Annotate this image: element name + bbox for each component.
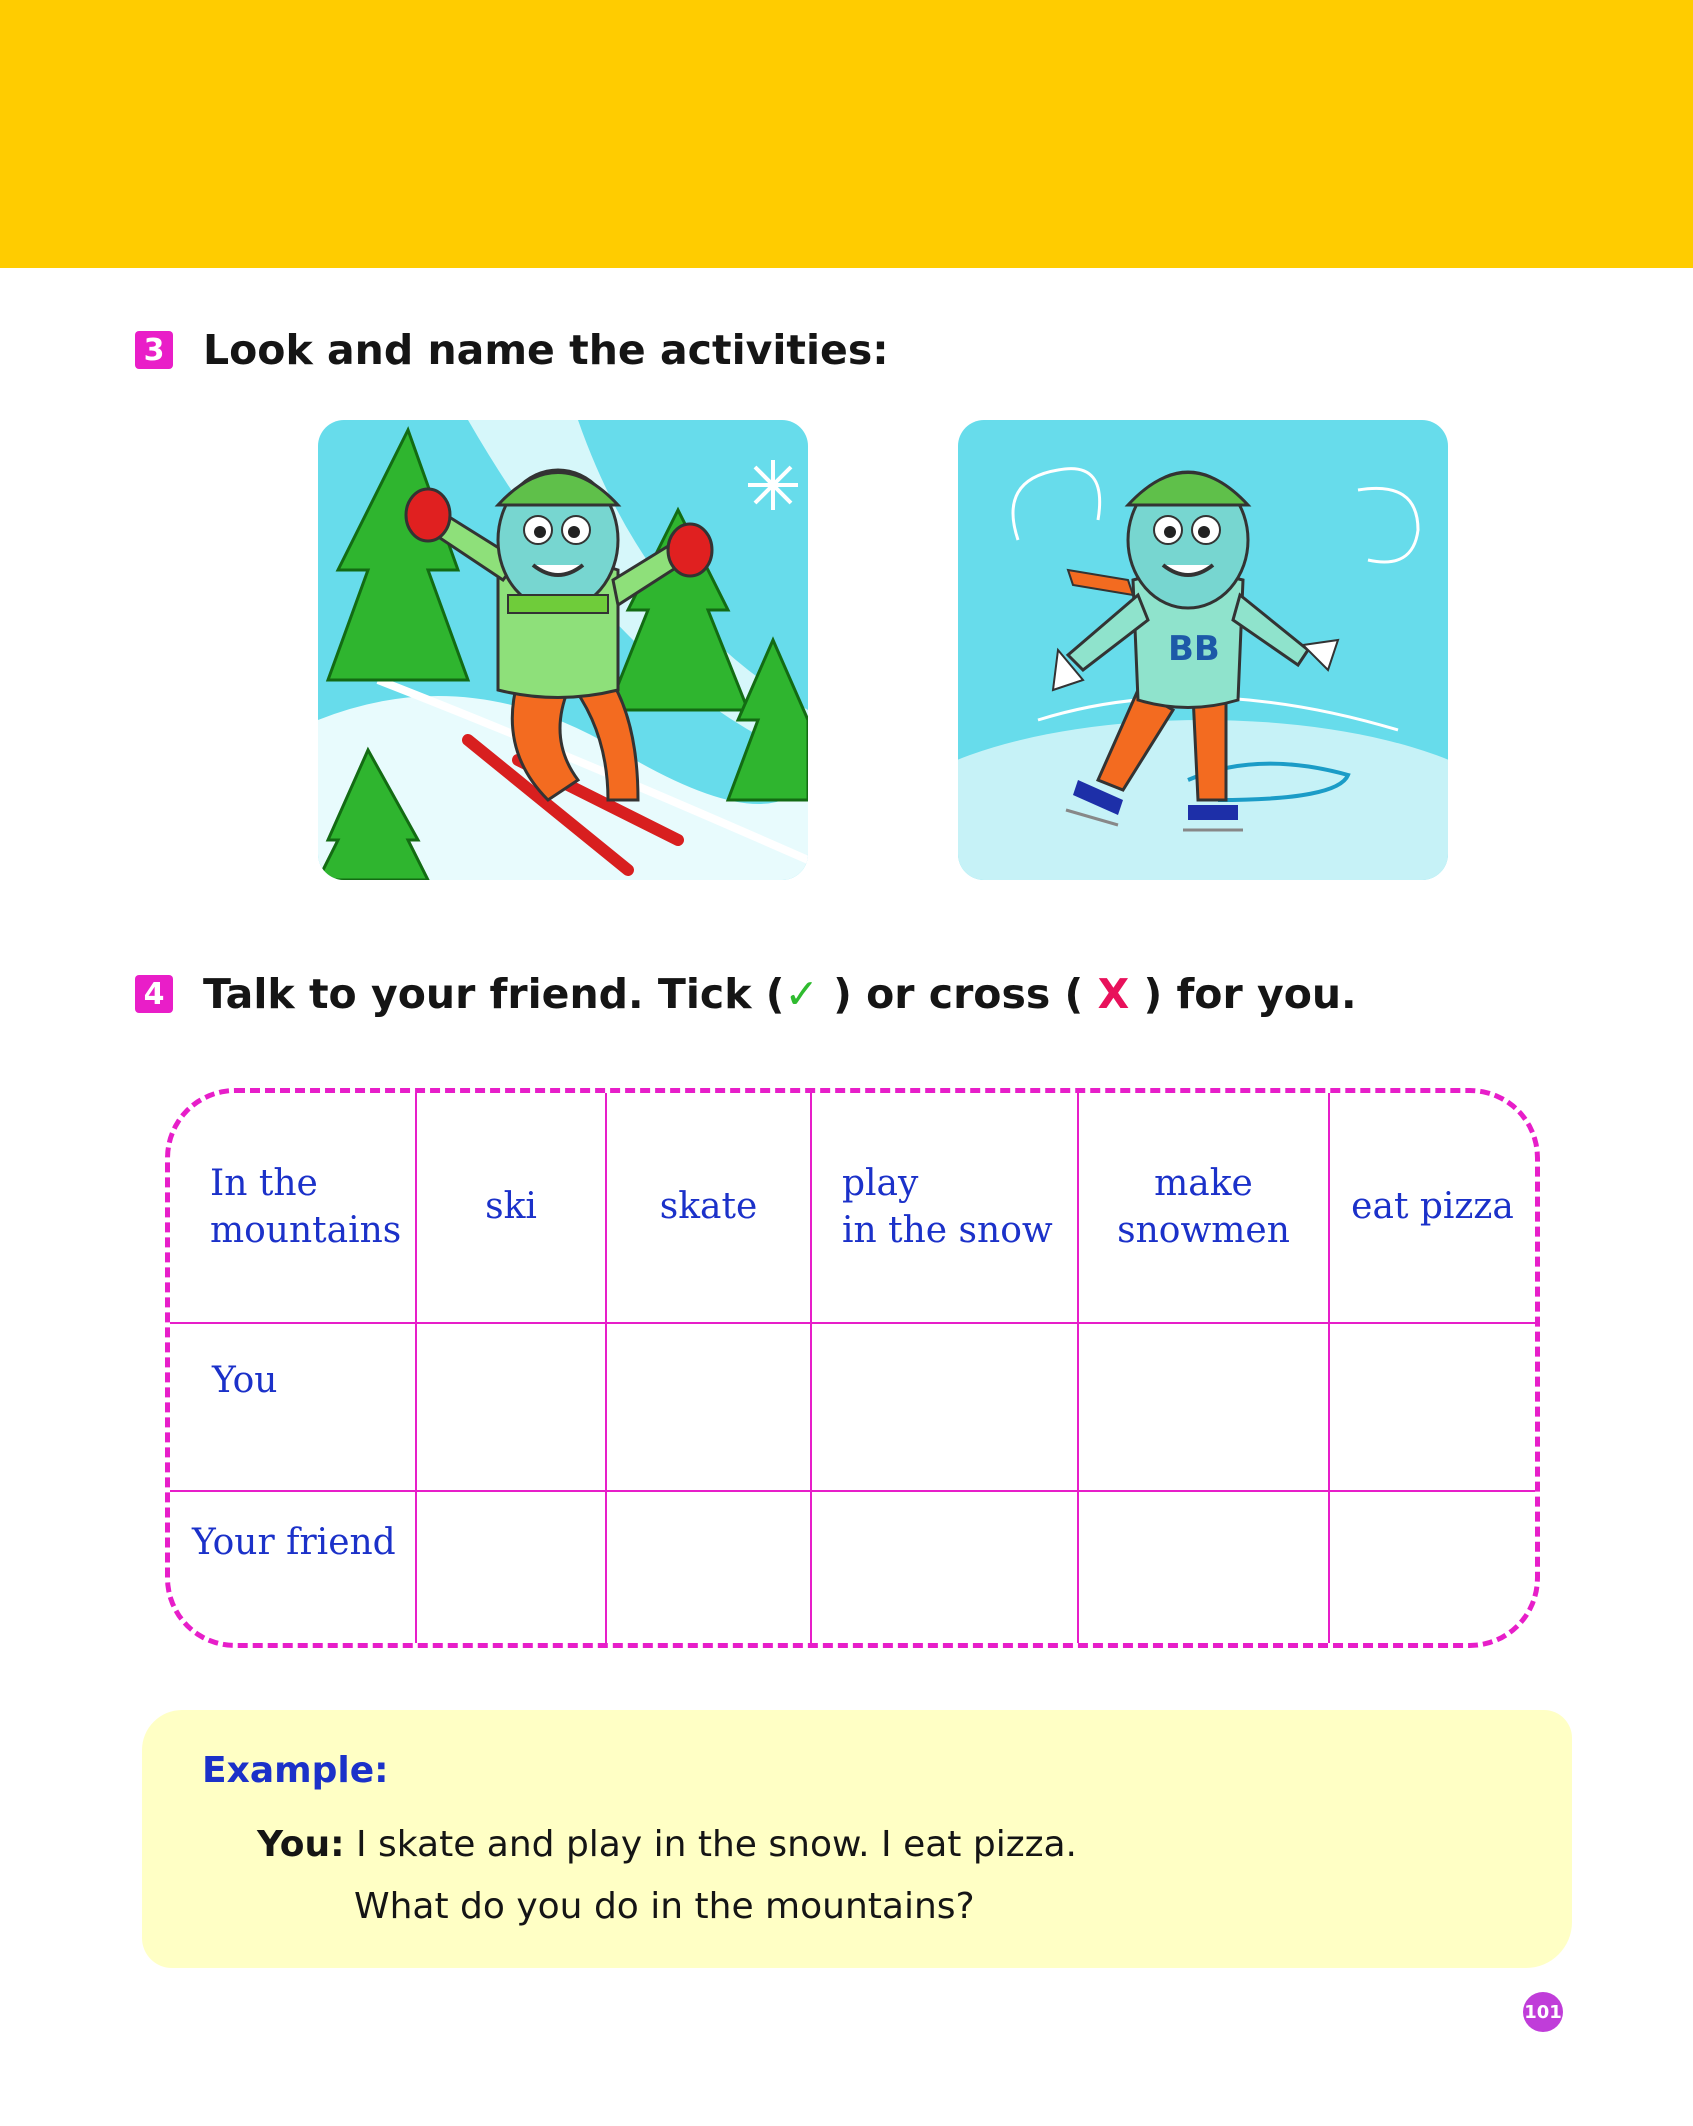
skating-illustration xyxy=(958,420,1448,880)
activity-label: play xyxy=(842,1162,919,1204)
row-label-you: You xyxy=(170,1323,416,1491)
activity-label: snowmen xyxy=(1117,1209,1290,1251)
title-part: ) or cross ( xyxy=(818,970,1098,1018)
tick-icon: ✓ xyxy=(784,970,819,1018)
example-sentence: I skate and play in the snow. I eat pizza. xyxy=(355,1824,1078,1865)
table-header-label xyxy=(170,1093,416,1323)
answer-cell[interactable] xyxy=(811,1491,1078,1643)
top-band xyxy=(0,0,1693,268)
answer-cell[interactable] xyxy=(1078,1323,1329,1491)
example-title: Example: xyxy=(202,1750,389,1791)
activity-header-ski xyxy=(416,1093,606,1323)
answer-cell[interactable] xyxy=(416,1491,606,1643)
exercise-number-badge: 4 xyxy=(135,975,173,1013)
answer-cell[interactable] xyxy=(606,1491,811,1643)
header-label-line: In the xyxy=(210,1162,318,1204)
answer-cell[interactable] xyxy=(1329,1491,1535,1643)
activity-label: make xyxy=(1154,1162,1253,1204)
answer-cell[interactable] xyxy=(1078,1491,1329,1643)
table-header-row xyxy=(170,1093,1535,1323)
row-label-your-friend: Your friend xyxy=(170,1491,416,1643)
page-number: 101 xyxy=(1523,1992,1563,2032)
title-part: ) for you. xyxy=(1129,970,1357,1018)
activity-label: ski xyxy=(485,1186,537,1228)
answer-cell[interactable] xyxy=(1329,1323,1535,1491)
example-line-2: What do you do in the mountains? xyxy=(354,1886,975,1927)
answer-cell[interactable] xyxy=(606,1323,811,1491)
title-part: Talk to your friend. Tick ( xyxy=(203,970,785,1018)
activity-header-make-snowmen xyxy=(1078,1093,1329,1323)
table-row-your-friend xyxy=(170,1491,1535,1643)
activity-header-play-in-the-snow xyxy=(811,1093,1078,1323)
table-row-you xyxy=(170,1323,1535,1491)
activities-table xyxy=(165,1088,1540,1648)
activity-header-eat-pizza xyxy=(1329,1093,1535,1323)
activity-label: skate xyxy=(659,1186,758,1228)
cross-icon: X xyxy=(1097,970,1130,1018)
activity-label: in the snow xyxy=(842,1209,1053,1251)
example-speaker: You: xyxy=(257,1824,345,1865)
skiing-illustration xyxy=(318,420,808,880)
exercise-4-heading xyxy=(135,970,1357,1018)
example-line-1 xyxy=(257,1824,1077,1865)
svg-text:BB: BB xyxy=(1168,629,1220,669)
header-label-line: mountains xyxy=(210,1209,402,1251)
exercise-title: Look and name the activities: xyxy=(203,326,889,374)
example-box xyxy=(142,1710,1572,1968)
exercise-3-heading xyxy=(135,326,889,374)
activity-label: eat pizza xyxy=(1351,1186,1514,1228)
activity-header-skate xyxy=(606,1093,811,1323)
answer-cell[interactable] xyxy=(811,1323,1078,1491)
exercise-title xyxy=(203,970,1357,1018)
exercise-number-badge: 3 xyxy=(135,331,173,369)
answer-cell[interactable] xyxy=(416,1323,606,1491)
